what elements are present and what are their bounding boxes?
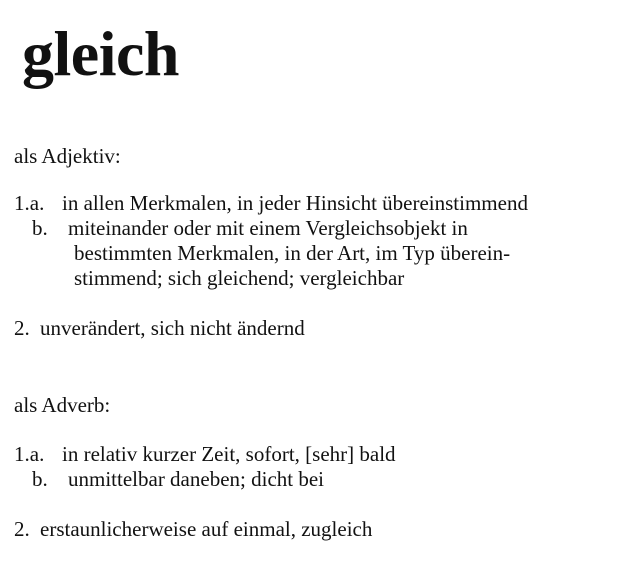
headword: gleich [22,18,179,89]
sense-number: 1.a. [14,191,45,215]
sense-number: 2. [14,517,30,541]
sense-text: in relativ kurzer Zeit, sofort, [sehr] bald [62,442,396,466]
sense-number: 2. [14,316,30,340]
sense-text: erstaunlicherweise auf einmal, zugleich [40,517,373,541]
sense-text: unmittelbar daneben; dicht bei [68,467,324,491]
sense-number: b. [32,216,48,240]
sense-text-line: miteinander oder mit einem Vergleichsobjekt in [68,216,468,240]
sense-adj-1b [14,216,468,240]
sense-number: b. [32,467,48,491]
sense-number: 1.a. [14,442,45,466]
section-label-adjective: als Adjektiv: [14,144,121,168]
sense-adj-1a [14,191,528,215]
sense-text: unverändert, sich nicht ändernd [40,316,305,340]
sense-adv-2 [14,517,372,541]
sense-text-line: stimmend; sich gleichend; vergleichbar [74,266,405,290]
section-label-adverb: als Adverb: [14,393,111,417]
sense-adv-1a [14,442,396,466]
sense-text-line: bestimmten Merkmalen, in der Art, im Typ überein- [74,241,511,265]
sense-adv-1b [14,467,324,491]
sense-adj-2 [14,316,305,340]
sense-text: in allen Merkmalen, in jeder Hinsicht übereinstimmend [62,191,528,215]
